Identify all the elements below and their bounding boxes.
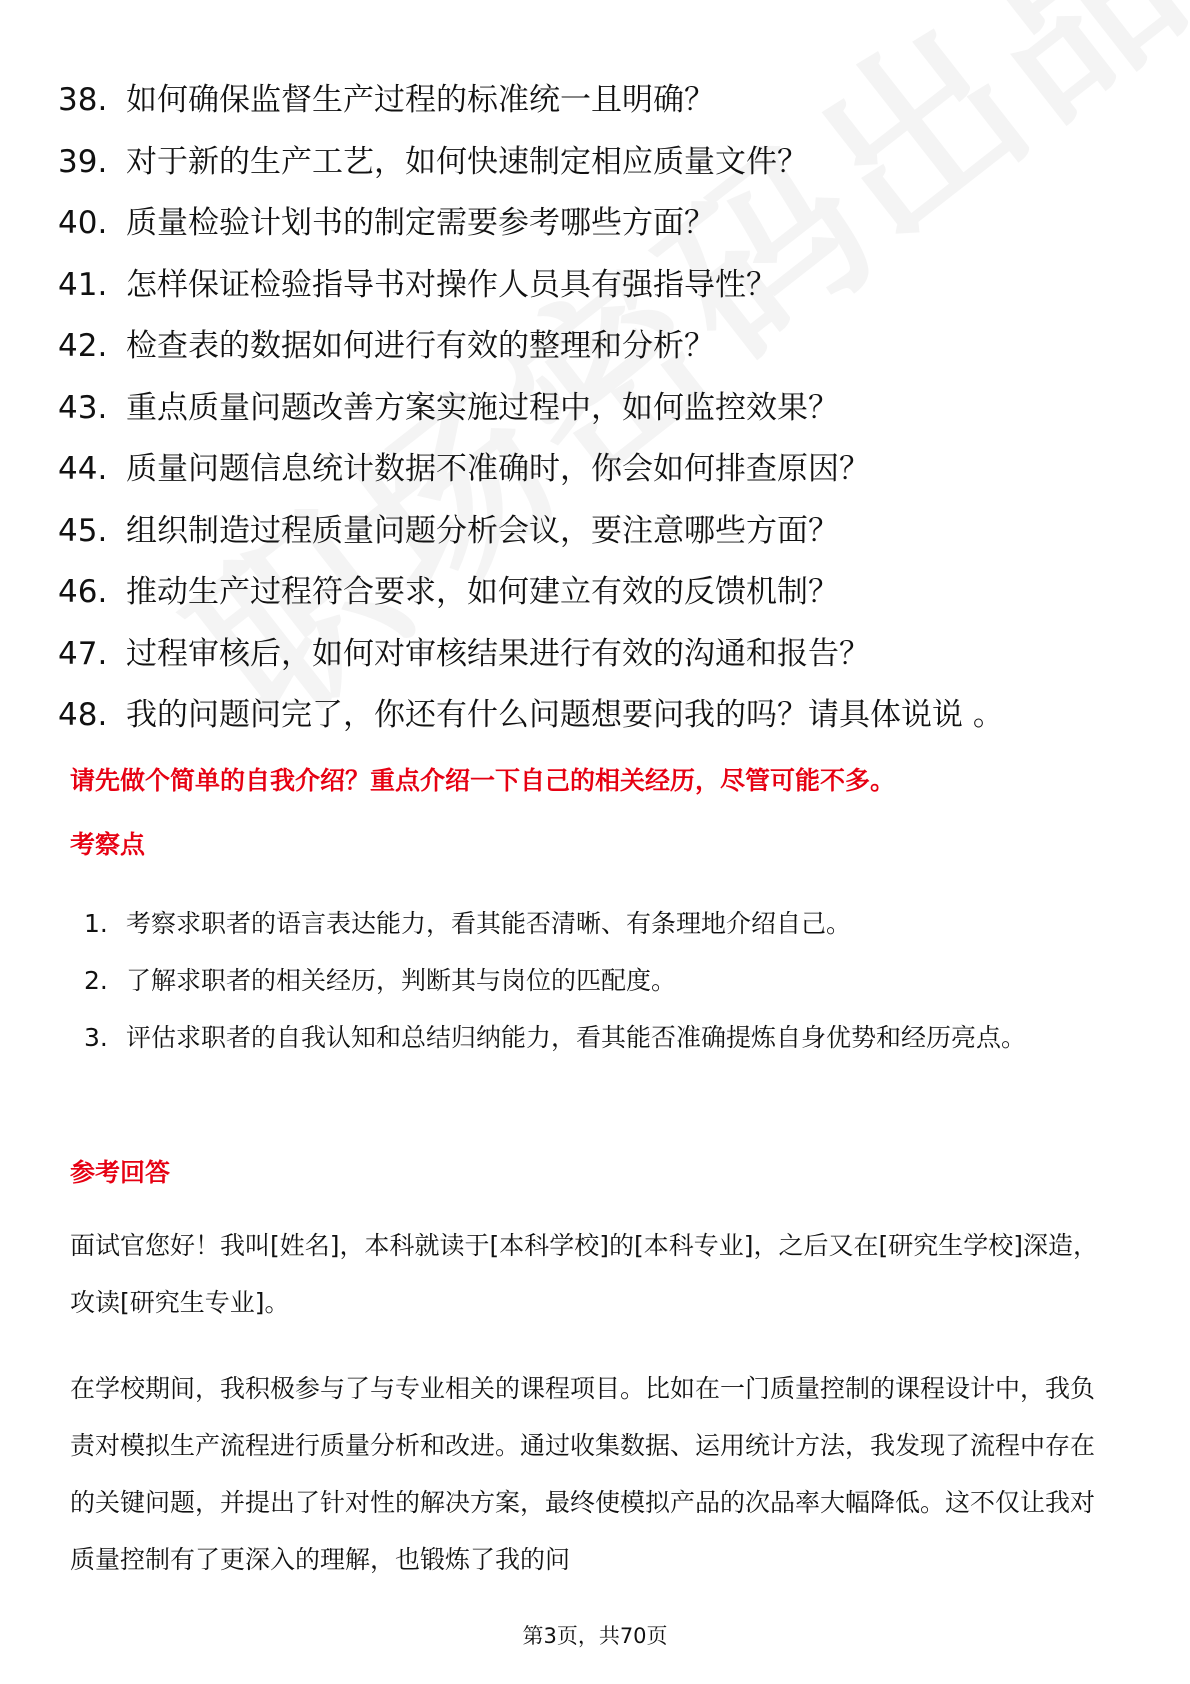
question-number: 46. [58, 574, 108, 610]
question-number: 44. [58, 451, 108, 487]
question-text: 我的问题问完了，你还有什么问题想要问我的吗？请具体说说 。 [126, 697, 1004, 733]
answer-paragraph: 面试官您好！我叫[姓名]，本科就读于[本科学校]的[本科专业]，之后又在[研究生学校]深造，攻读[研究生专业]。 [70, 1231, 1099, 1317]
question-item [58, 378, 1158, 440]
question-number: 40. [58, 205, 108, 241]
question-text: 对于新的生产工艺，如何快速制定相应质量文件？ [126, 143, 808, 180]
question-item [58, 501, 1158, 563]
question-item [58, 439, 1158, 501]
question-text: 质量检验计划书的制定需要参考哪些方面？ [126, 205, 715, 241]
focus-point-text: 考察求职者的语言表达能力，看其能否清晰、有条理地介绍自己。 [126, 909, 852, 938]
page-number-footer: 第3页，共70页 [522, 1624, 668, 1648]
question-item [58, 193, 1158, 255]
focus-point-text: 了解求职者的相关经历，判断其与岗位的匹配度。 [126, 966, 677, 995]
question-list [58, 70, 1158, 747]
focus-point-number: 2. [84, 966, 108, 995]
question-text: 怎样保证检验指导书对操作人员具有强指导性？ [126, 266, 777, 303]
answer-paragraph: 在学校期间，我积极参与了与专业相关的课程项目。比如在一门质量控制的课程设计中，我负责对模拟生产流程进行质量分析和改进。通过收集数据、运用统计方法，我发现了流程中存在的关键问题，并提出了针对性的解决方案，最终使模拟产品的次品率大幅降低。这不仅让我对质量控制有了更深入的理解，也锻炼了我的问 [70, 1374, 1096, 1574]
question-number: 39. [58, 143, 108, 180]
question-text: 组织制造过程质量问题分析会议，要注意哪些方面？ [126, 512, 839, 549]
question-number: 45. [58, 512, 108, 549]
interview-question-title: 请先做个简单的自我介绍？重点介绍一下自己的相关经历，尽管可能不多。 [70, 766, 896, 795]
question-text: 推动生产过程符合要求，如何建立有效的反馈机制？ [126, 574, 839, 610]
question-number: 47. [58, 635, 108, 672]
focus-point-list [84, 895, 1114, 1066]
question-text: 重点质量问题改善方案实施过程中，如何监控效果？ [126, 389, 839, 426]
focus-point-number: 3. [84, 1023, 108, 1052]
question-number: 48. [58, 697, 108, 733]
question-item [58, 132, 1158, 194]
focus-point-item [84, 1009, 1114, 1066]
question-number: 42. [58, 328, 108, 364]
question-text: 过程审核后，如何对审核结果进行有效的沟通和报告？ [126, 635, 870, 672]
question-item [58, 255, 1158, 317]
question-item [58, 624, 1158, 686]
question-text: 质量问题信息统计数据不准确时，你会如何排查原因？ [126, 451, 870, 487]
question-item [58, 316, 1158, 378]
question-item [58, 70, 1158, 132]
question-number: 43. [58, 389, 108, 426]
question-text: 检查表的数据如何进行有效的整理和分析？ [126, 328, 715, 364]
question-item [58, 685, 1158, 747]
focus-heading: 考察点 [70, 830, 146, 859]
answer-heading: 参考回答 [70, 1158, 171, 1187]
focus-point-text: 评估求职者的自我认知和总结归纳能力，看其能否准确提炼自身优势和经历亮点。 [126, 1023, 1027, 1052]
question-number: 41. [58, 266, 108, 303]
question-number: 38. [58, 82, 108, 118]
question-item [58, 562, 1158, 624]
focus-point-number: 1. [84, 909, 108, 938]
focus-point-item [84, 952, 1114, 1009]
focus-point-item [84, 895, 1114, 952]
question-text: 如何确保监督生产过程的标准统一且明确？ [126, 82, 715, 118]
